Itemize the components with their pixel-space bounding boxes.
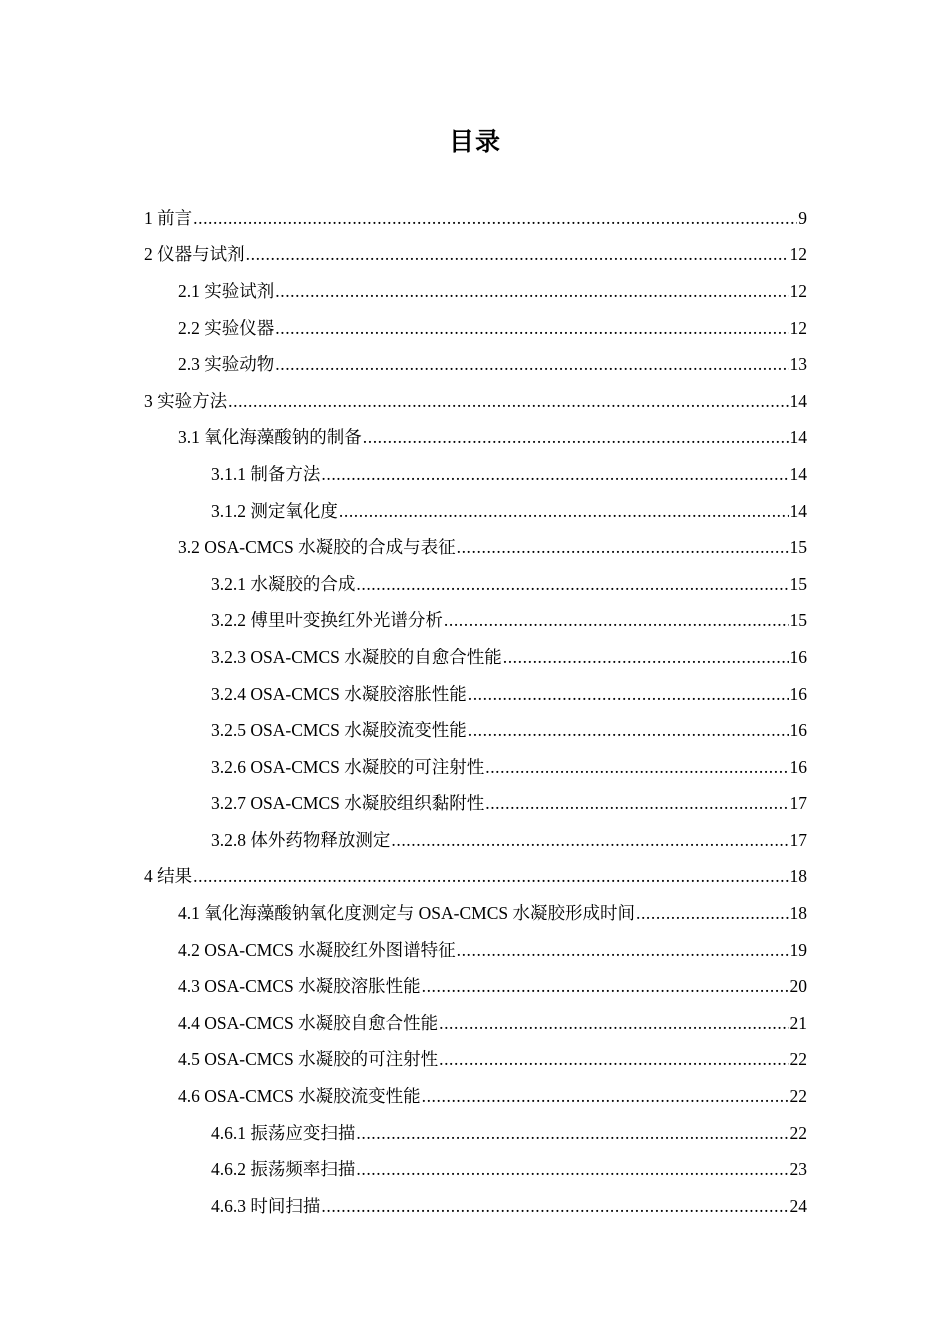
toc-entry-title: 2.1 实验试剂 [178, 280, 275, 301]
toc-entry-title: 3.2.2 傅里叶变换红外光谱分析 [211, 610, 443, 631]
toc-entry-title: 4.2 OSA-CMCS 水凝胶红外图谱特征 [178, 939, 456, 960]
toc-entry[interactable] [0, 785, 950, 822]
toc-page-number: 14 [789, 500, 807, 521]
toc-entry-title: 4.4 OSA-CMCS 水凝胶自愈合性能 [178, 1012, 439, 1033]
toc-page-number: 15 [789, 537, 807, 558]
toc-page-number: 16 [789, 756, 807, 777]
toc-entry[interactable] [0, 1004, 950, 1041]
toc-page-number: 14 [789, 427, 807, 448]
toc-dot-leader [439, 1049, 788, 1070]
toc-entry[interactable] [0, 967, 950, 1004]
toc-page-number: 22 [789, 1122, 807, 1143]
toc-dot-leader [275, 281, 788, 302]
toc-page-number: 9 [798, 207, 807, 228]
toc-page-number: 17 [789, 829, 807, 850]
toc-page-number: 13 [789, 354, 807, 375]
toc-entry[interactable] [0, 894, 950, 931]
toc-entry[interactable] [0, 748, 950, 785]
toc-entry-title: 4.6.3 时间扫描 [211, 1195, 321, 1216]
toc-dot-leader [339, 501, 789, 522]
toc-entry-title: 3.1.1 制备方法 [211, 463, 321, 484]
toc-entry-row [178, 973, 950, 998]
toc-page-number: 22 [789, 1049, 807, 1070]
toc-entry[interactable] [0, 931, 950, 968]
toc-entry-title: 4.6.2 振荡频率扫描 [211, 1159, 356, 1180]
toc-entry-title: 3.2.5 OSA-CMCS 水凝胶流变性能 [211, 720, 467, 741]
toc-entry-title: 3.2.3 OSA-CMCS 水凝胶的自愈合性能 [211, 646, 502, 667]
toc-entry[interactable] [0, 711, 950, 748]
toc-entry[interactable] [0, 675, 950, 712]
toc-entry-row [211, 754, 950, 779]
toc-entry-title: 4.6 OSA-CMCS 水凝胶流变性能 [178, 1086, 421, 1107]
toc-entry-row [211, 644, 950, 669]
toc-entry-title: 3.2.8 体外药物释放测定 [211, 829, 391, 850]
toc-page-number: 21 [789, 1012, 807, 1033]
toc-entry-row [211, 571, 950, 596]
toc-page-number: 12 [789, 280, 807, 301]
toc-entry[interactable] [0, 382, 950, 419]
toc-entry-title: 3.1.2 测定氧化度 [211, 500, 338, 521]
toc-dot-leader [193, 866, 788, 887]
toc-entry-row [211, 717, 950, 742]
toc-entry-row [178, 1083, 950, 1108]
toc-dot-leader [444, 610, 789, 631]
toc-entry[interactable] [0, 272, 950, 309]
toc-page-number: 16 [789, 683, 807, 704]
toc-entry-title: 4.6.1 振荡应变扫描 [211, 1122, 356, 1143]
toc-dot-leader [246, 244, 789, 265]
toc-entry-title: 3.2.1 水凝胶的合成 [211, 573, 356, 594]
toc-entry-row [178, 278, 950, 303]
toc-list [0, 199, 950, 1224]
toc-page-number: 18 [789, 866, 807, 887]
toc-dot-leader [321, 1196, 788, 1217]
toc-dot-leader [457, 537, 789, 558]
toc-page-number: 15 [789, 610, 807, 631]
toc-dot-leader [356, 574, 788, 595]
toc-entry-row [211, 1193, 950, 1218]
toc-entry-row [211, 1120, 950, 1145]
toc-entry[interactable] [0, 821, 950, 858]
toc-entry-row [144, 205, 950, 230]
toc-page-number: 22 [789, 1086, 807, 1107]
toc-dot-leader [356, 1123, 788, 1144]
toc-entry-row [211, 607, 950, 632]
toc-entry-row [211, 681, 950, 706]
toc-page-number: 18 [789, 903, 807, 924]
toc-entry-row [178, 1010, 950, 1035]
toc-page-number: 20 [789, 976, 807, 997]
toc-entry[interactable] [0, 1041, 950, 1078]
toc-entry-title: 2 仪器与试剂 [144, 244, 245, 265]
toc-dot-leader [636, 903, 789, 924]
toc-entry-row [211, 790, 950, 815]
toc-entry[interactable] [0, 602, 950, 639]
toc-entry-row [211, 498, 950, 523]
toc-entry[interactable] [0, 1150, 950, 1187]
toc-entry[interactable] [0, 638, 950, 675]
toc-entry-row [178, 424, 950, 449]
toc-entry[interactable] [0, 858, 950, 895]
toc-page-number: 17 [789, 793, 807, 814]
toc-entry-title: 3.2.4 OSA-CMCS 水凝胶溶胀性能 [211, 683, 467, 704]
toc-entry-title: 4.3 OSA-CMCS 水凝胶溶胀性能 [178, 976, 421, 997]
toc-page-number: 15 [789, 573, 807, 594]
toc-entry-row [178, 315, 950, 340]
toc-page-number: 12 [789, 244, 807, 265]
toc-entry-title: 4.5 OSA-CMCS 水凝胶的可注射性 [178, 1049, 439, 1070]
toc-entry-title: 3.2 OSA-CMCS 水凝胶的合成与表征 [178, 537, 456, 558]
toc-entry[interactable] [0, 1187, 950, 1224]
toc-entry-title: 3.2.7 OSA-CMCS 水凝胶组织黏附性 [211, 793, 485, 814]
toc-page-number: 12 [789, 317, 807, 338]
toc-entry-title: 3.2.6 OSA-CMCS 水凝胶的可注射性 [211, 756, 485, 777]
toc-entry[interactable] [0, 528, 950, 565]
toc-page-number: 19 [789, 939, 807, 960]
toc-dot-leader [468, 720, 789, 741]
toc-entry-title: 1 前言 [144, 207, 193, 228]
toc-title: 目录 [448, 127, 501, 156]
toc-entry[interactable] [0, 1077, 950, 1114]
toc-entry-row [144, 241, 950, 266]
toc-entry[interactable] [0, 236, 950, 273]
toc-page-number: 14 [789, 390, 807, 411]
toc-entry[interactable] [0, 419, 950, 456]
toc-entry[interactable] [0, 492, 950, 529]
toc-page-number: 23 [789, 1159, 807, 1180]
toc-dot-leader [457, 940, 789, 961]
toc-dot-leader [468, 684, 789, 705]
toc-entry-row [178, 937, 950, 962]
toc-page-number: 14 [789, 463, 807, 484]
toc-entry-title: 4.1 氧化海藻酸钠氧化度测定与 OSA-CMCS 水凝胶形成时间 [178, 903, 635, 924]
toc-entry[interactable] [0, 309, 950, 346]
toc-dot-leader [391, 830, 788, 851]
toc-entry[interactable] [0, 455, 950, 492]
toc-entry[interactable] [0, 199, 950, 236]
toc-entry-row [211, 1156, 950, 1181]
toc-dot-leader [193, 208, 797, 229]
toc-dot-leader [228, 391, 788, 412]
toc-dot-leader [422, 1086, 789, 1107]
toc-entry-title: 2.2 实验仪器 [178, 317, 275, 338]
toc-page-number: 24 [789, 1195, 807, 1216]
toc-entry-title: 2.3 实验动物 [178, 354, 275, 375]
toc-dot-leader [503, 647, 789, 668]
toc-dot-leader [363, 427, 789, 448]
toc-dot-leader [275, 354, 788, 375]
toc-entry-row [178, 1046, 950, 1071]
toc-entry-title: 3 实验方法 [144, 390, 228, 411]
toc-page-number: 16 [789, 646, 807, 667]
toc-dot-leader [485, 757, 788, 778]
toc-page-number: 16 [789, 720, 807, 741]
toc-dot-leader [321, 464, 788, 485]
toc-entry-title: 4 结果 [144, 866, 193, 887]
toc-entry[interactable] [0, 345, 950, 382]
toc-dot-leader [485, 793, 788, 814]
toc-entry-row [144, 863, 950, 888]
toc-entry-row [178, 351, 950, 376]
toc-dot-leader [356, 1159, 788, 1180]
toc-entry-row [211, 461, 950, 486]
toc-entry-title: 3.1 氧化海藻酸钠的制备 [178, 427, 362, 448]
toc-entry-row [144, 388, 950, 413]
toc-entry-row [211, 827, 950, 852]
toc-dot-leader [422, 976, 789, 997]
toc-dot-leader [439, 1013, 788, 1034]
toc-entry[interactable] [0, 1114, 950, 1151]
toc-entry-row [178, 534, 950, 559]
toc-entry-row [178, 900, 950, 925]
toc-dot-leader [275, 318, 788, 339]
toc-entry[interactable] [0, 565, 950, 602]
